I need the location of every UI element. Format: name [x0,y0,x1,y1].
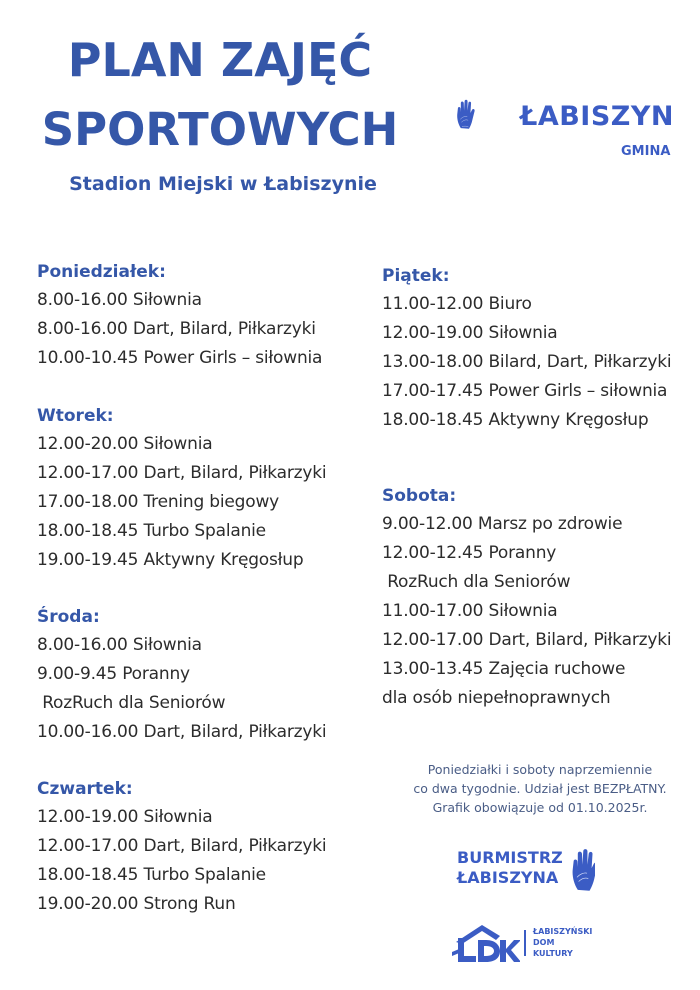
schedule-entry: 8.00-16.00 Siłownia [37,290,202,310]
schedule-entry: 17.00-17.45 Power Girls – siłownia [382,381,668,401]
day-saturday [382,482,671,713]
gmina-logo-sub: GMINA [621,144,671,159]
schedule-entry: 12.00-17.00 Dart, Bilard, Piłkarzyki [382,630,672,650]
schedule-entry: RozRuch dla Seniorów [37,693,226,713]
ldk-logo-icon [450,922,520,964]
day-monday [37,258,322,373]
schedule-entry: 12.00-17.00 Dart, Bilard, Piłkarzyki [37,836,327,856]
day-name: Wtorek: [37,406,114,426]
day-name: Poniedziałek: [37,262,166,282]
day-name: Sobota: [382,486,457,506]
burmistrz-line: BURMISTRZ [457,848,563,867]
schedule-entry: 9.00-12.00 Marsz po zdrowie [382,514,623,534]
schedule-entry: 8.00-16.00 Dart, Bilard, Piłkarzyki [37,319,316,339]
schedule-entry: 8.00-16.00 Siłownia [37,635,202,655]
schedule-entry: 19.00-20.00 Strong Run [37,894,236,914]
schedule-entry: 12.00-12.45 Poranny [382,543,557,563]
schedule-entry: 10.00-10.45 Power Girls – siłownia [37,348,323,368]
schedule-entry: 13.00-18.00 Bilard, Dart, Piłkarzyki [382,352,672,372]
burmistrz-logo [457,848,563,888]
schedule-entry: RozRuch dla Seniorów [382,572,571,592]
schedule-entry: 12.00-19.00 Siłownia [37,807,213,827]
schedule-entry: 13.00-13.45 Zajęcia ruchowe [382,659,626,679]
schedule-entry: 18.00-18.45 Turbo Spalanie [37,521,266,541]
schedule-entry: 18.00-18.45 Aktywny Kręgosłup [382,410,649,430]
note-line: Poniedziałki i soboty naprzemiennie [427,762,653,777]
schedule-entry: 11.00-12.00 Biuro [382,294,532,314]
ldk-divider [524,930,526,956]
gmina-logo-name: ŁABISZYN [520,101,675,132]
day-name: Czwartek: [37,779,133,799]
ldk-logo-text [533,926,592,959]
burmistrz-line: ŁABISZYNA [457,868,559,887]
schedule-entry: 18.00-18.45 Turbo Spalanie [37,865,266,885]
schedule-entry: dla osób niepełnoprawnych [382,688,611,708]
hand-icon [569,848,595,892]
schedule-entry: 17.00-18.00 Trening biegowy [37,492,280,512]
gmina-logo-hand-icon [455,60,525,170]
day-friday [382,262,671,435]
title-line-1: PLAN ZAJĘĆ [67,33,373,87]
schedule-entry: 11.00-17.00 Siłownia [382,601,558,621]
subtitle: Stadion Miejski w Łabiszynie [69,173,377,195]
ldk-line: ŁABISZYŃSKI [533,927,593,936]
info-note [380,760,700,817]
day-thursday [37,775,326,919]
day-tuesday [37,402,326,575]
note-line: Grafik obowiązuje od 01.10.2025r. [432,800,648,815]
ldk-line: DOM [533,938,555,947]
day-name: Środa: [37,607,100,627]
title-line-2: SPORTOWYCH [41,103,399,156]
schedule-entry: 12.00-20.00 Siłownia [37,434,213,454]
day-wednesday [37,603,326,747]
schedule-entry: 12.00-17.00 Dart, Bilard, Piłkarzyki [37,463,327,483]
ldk-line: KULTURY [533,949,573,958]
schedule-entry: 9.00-9.45 Poranny [37,664,190,684]
day-name: Piątek: [382,266,450,286]
note-line: co dwa tygodnie. Udział jest BEZPŁATNY. [413,781,667,796]
schedule-entry: 19.00-19.45 Aktywny Kręgosłup [37,550,304,570]
schedule-entry: 12.00-19.00 Siłownia [382,323,558,343]
schedule-entry: 10.00-16.00 Dart, Bilard, Piłkarzyki [37,722,327,742]
